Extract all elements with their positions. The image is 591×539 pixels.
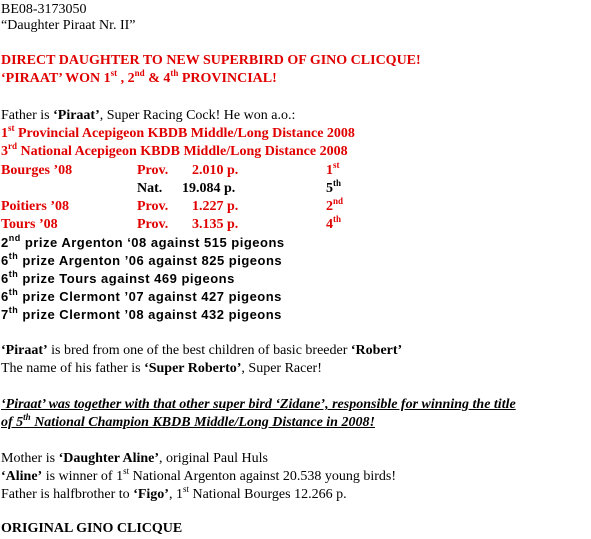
race-score: 1.227 p. (192, 199, 239, 214)
race-level: Prov. (137, 217, 169, 232)
race-score: 2.010 p. (192, 163, 239, 178)
zidane-line-1: ‘Piraat’ was together with that other super bird ‘Zidane’, responsible for winning the title (1, 397, 516, 412)
origin-line: ORIGINAL GINO CLICQUE (1, 521, 183, 536)
pigeon-name: “Daughter Piraat Nr. II” (1, 18, 136, 33)
zidane-line-2: of 5th National Champion KBDB Middle/Long Distance in 2008! (1, 412, 375, 430)
race-name: Tours ’08 (1, 217, 58, 232)
acepigeon-provincial: 1st Provincial Acepigeon KBDB Middle/Long Distance 2008 (1, 123, 355, 141)
father-intro: Father is ‘Piraat’, Super Racing Cock! He won a.o.: (1, 108, 296, 123)
race-place: 5th (326, 178, 342, 196)
mother-line-1: Mother is ‘Daughter Aline’, original Paul Huls (1, 451, 268, 466)
prize-line: 6th prize Tours against 469 pigeons (1, 269, 235, 286)
prize-line: 6th prize Clermont ’07 against 427 pigeons (1, 287, 282, 304)
prize-line: 7th prize Clermont ’08 against 432 pigeons (1, 305, 282, 322)
bred-line-2: The name of his father is ‘Super Roberto’, Super Racer! (1, 361, 322, 376)
race-name: Poitiers ’08 (1, 199, 70, 214)
race-score: 19.084 p. (182, 181, 236, 196)
mother-line-2: ‘Aline’ is winner of 1st National Argenton against 20.538 young birds! (1, 466, 396, 484)
headline-line-2: ‘PIRAAT’ WON 1st , 2nd & 4th PROVINCIAL! (1, 68, 277, 86)
acepigeon-national: 3rd National Acepigeon KBDB Middle/Long Distance 2008 (1, 141, 348, 159)
race-level: Nat. (137, 181, 163, 196)
race-place: 4th (326, 214, 342, 232)
race-level: Prov. (137, 163, 169, 178)
race-name: Bourges ’08 (1, 163, 73, 178)
race-level: Prov. (137, 199, 169, 214)
race-place: 1st (326, 160, 340, 178)
prize-line: 2nd prize Argenton ‘08 against 515 pigeons (1, 233, 285, 250)
mother-line-3: Father is halfbrother to ‘Figo’, 1st National Bourges 12.266 p. (1, 484, 347, 502)
race-score: 3.135 p. (192, 217, 239, 232)
bred-line-1: ‘Piraat’ is bred from one of the best children of basic breeder ‘Robert’ (1, 343, 403, 358)
race-place: 2nd (326, 196, 344, 214)
prize-line: 6th prize Argenton ’06 against 825 pigeons (1, 251, 283, 268)
headline-line-1: DIRECT DAUGHTER TO NEW SUPERBIRD OF GINO CLICQUE! (1, 53, 421, 68)
ring-number: BE08-3173050 (1, 2, 87, 17)
